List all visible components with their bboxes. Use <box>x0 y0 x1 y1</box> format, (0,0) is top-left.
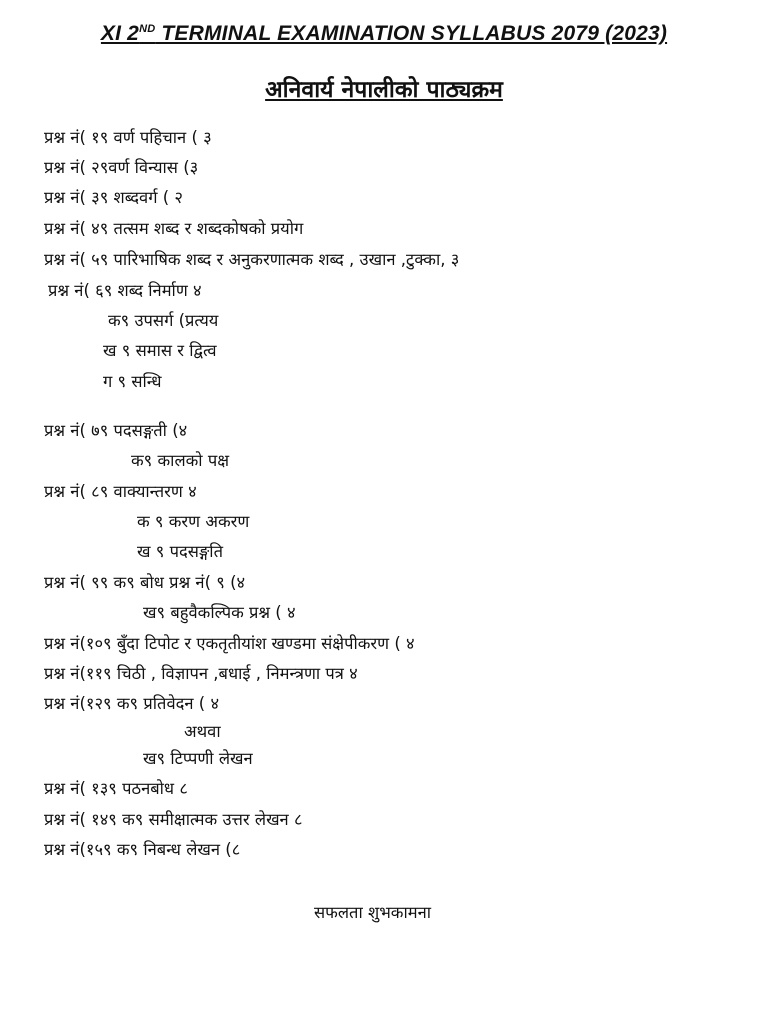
heading-prefix: XI 2 <box>100 22 140 45</box>
syllabus-line-9: प्रश्न नं( ९९ क९ बाेध प्रश्न नं( ९ (४ <box>44 573 246 592</box>
syllabus-line-3: प्रश्न नं( ३९ शब्दवर्ग ( २ <box>44 188 183 207</box>
syllabus-line-7: प्रश्न नं( ७९ पदसङ्गती (४ <box>44 421 188 440</box>
or-label: अथवा <box>184 722 221 741</box>
syllabus-line-4: प्रश्न नं( ४९ तत्सम शब्द र शब्दकोषकाे प्रयाेग <box>44 219 304 238</box>
syllabus-line-10: प्रश्न नं(१०९ बुँदा टिपाेट र एकतृतीयांश खण्डमा संक्षेपीकरण ( ४ <box>44 634 415 653</box>
sub-item-karan: क ९ करण अकरण <box>137 512 250 531</box>
syllabus-line-1: प्रश्न नं( १९ वर्ण पहिचान ( ३ <box>44 128 212 147</box>
syllabus-line-5: प्रश्न नं( ५९ पारिभाषिक शब्द र अनुकरणात्मक शब्द , उखान ,टुक्का, ३ <box>44 250 460 269</box>
closing-wish: सफलता शुभकामना <box>314 903 432 922</box>
sub-item-mcq: ख९ बहुवैकल्पिक प्रश्न ( ४ <box>143 603 296 622</box>
subject-title: अनिवार्य नेपालीको पाठ्यक्रम <box>265 77 503 103</box>
syllabus-line-8: प्रश्न नं( ८९ वाक्यान्तरण ४ <box>44 482 197 501</box>
sub-item-kal: क९ कालकाे पक्ष <box>131 451 230 470</box>
syllabus-line-15: प्रश्न नं(१५९ क९ निबन्ध लेखन (८ <box>44 840 241 859</box>
syllabus-line-13: प्रश्न नं( १३९ पठनबाेध ८ <box>44 779 188 798</box>
document-heading <box>0 22 768 46</box>
syllabus-line-11: प्रश्न नं(११९ चिठी , विज्ञापन ,बधाई , निमन्त्रणा पत्र ४ <box>44 664 358 683</box>
heading-rest: TERMINAL EXAMINATION SYLLABUS 2079 (2023) <box>155 22 668 45</box>
sub-item-upasarga: क९ उपसर्ग (प्रत्यय <box>108 311 219 330</box>
sub-item-sandhi: ग ९ सन्धि <box>103 372 162 391</box>
syllabus-line-12: प्रश्न नं(१२९ क९ प्रतिवेदन ( ४ <box>44 694 220 713</box>
sub-item-tippani: ख९ टिप्पणी लेखन <box>143 749 253 768</box>
syllabus-line-2: प्रश्न नं( २९वर्ण विन्यास (३ <box>44 158 199 177</box>
sub-item-padsangati: ख ९ पदसङ्गति <box>137 542 223 561</box>
heading-superscript: ND <box>139 23 156 35</box>
sub-item-samas: ख ९ समास र द्वित्व <box>103 341 217 360</box>
syllabus-line-14: प्रश्न नं( १४९ क९ समीक्षात्मक उत्तर लेखन ८ <box>44 810 303 829</box>
syllabus-line-6: प्रश्न नं( ६९ शब्द निर्माण ४ <box>48 281 202 300</box>
